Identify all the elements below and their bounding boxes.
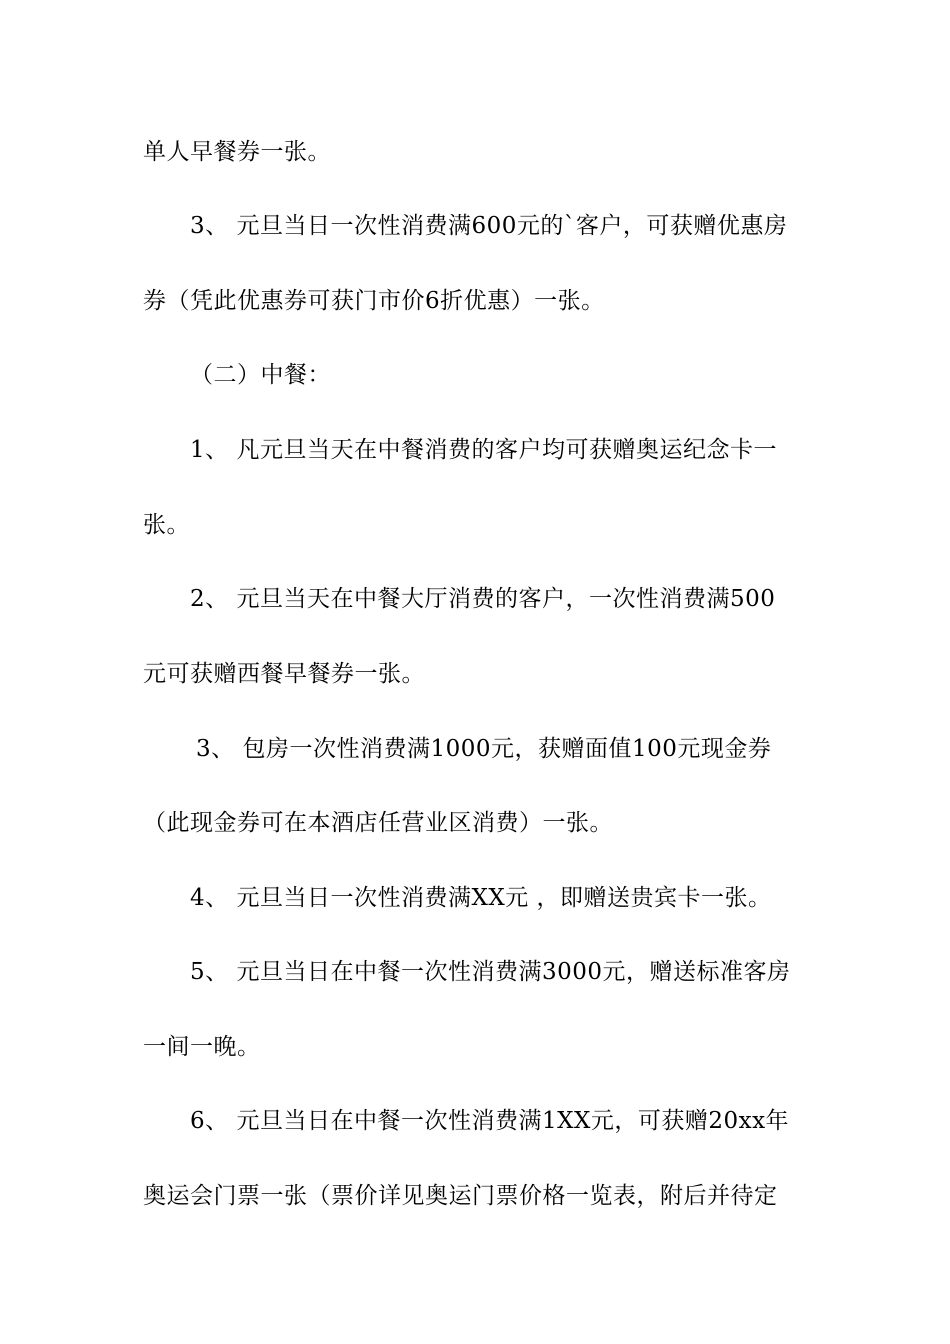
- section-heading: （二）中餐：: [190, 362, 331, 388]
- text-line: （此现金券可在本酒店任营业区消费）一张。: [143, 810, 613, 836]
- text-line: 奥运会门票一张（票价详见奥运门票价格一览表，附后并待定: [143, 1183, 778, 1209]
- text-line: 4、 元旦当日一次性消费满XX元 ，即赠送贵宾卡一张。: [190, 885, 772, 911]
- text-line: 5、 元旦当日在中餐一次性消费满3000元，赠送标准客房: [190, 959, 791, 985]
- text-line: 券（凭此优惠券可获门市价6折优惠）一张。: [143, 288, 605, 314]
- text-line: 2、 元旦当天在中餐大厅消费的客户，一次性消费满500: [190, 586, 776, 612]
- text-line: 1、 凡元旦当天在中餐消费的客户均可获赠奥运纪念卡一: [190, 437, 777, 463]
- text-line: 一间一晚。: [143, 1034, 261, 1060]
- text-line: 3、 包房一次性消费满1000元，获赠面值100元现金券: [196, 736, 772, 762]
- text-line: 元可获赠西餐早餐券一张。: [143, 661, 425, 687]
- text-line: 3、 元旦当日一次性消费满600元的`客户，可获赠优惠房: [190, 213, 788, 239]
- text-line: 6、 元旦当日在中餐一次性消费满1XX元，可获赠20xx年: [190, 1108, 790, 1134]
- text-line: 单人早餐券一张。: [143, 139, 331, 165]
- text-line: 张。: [143, 512, 190, 538]
